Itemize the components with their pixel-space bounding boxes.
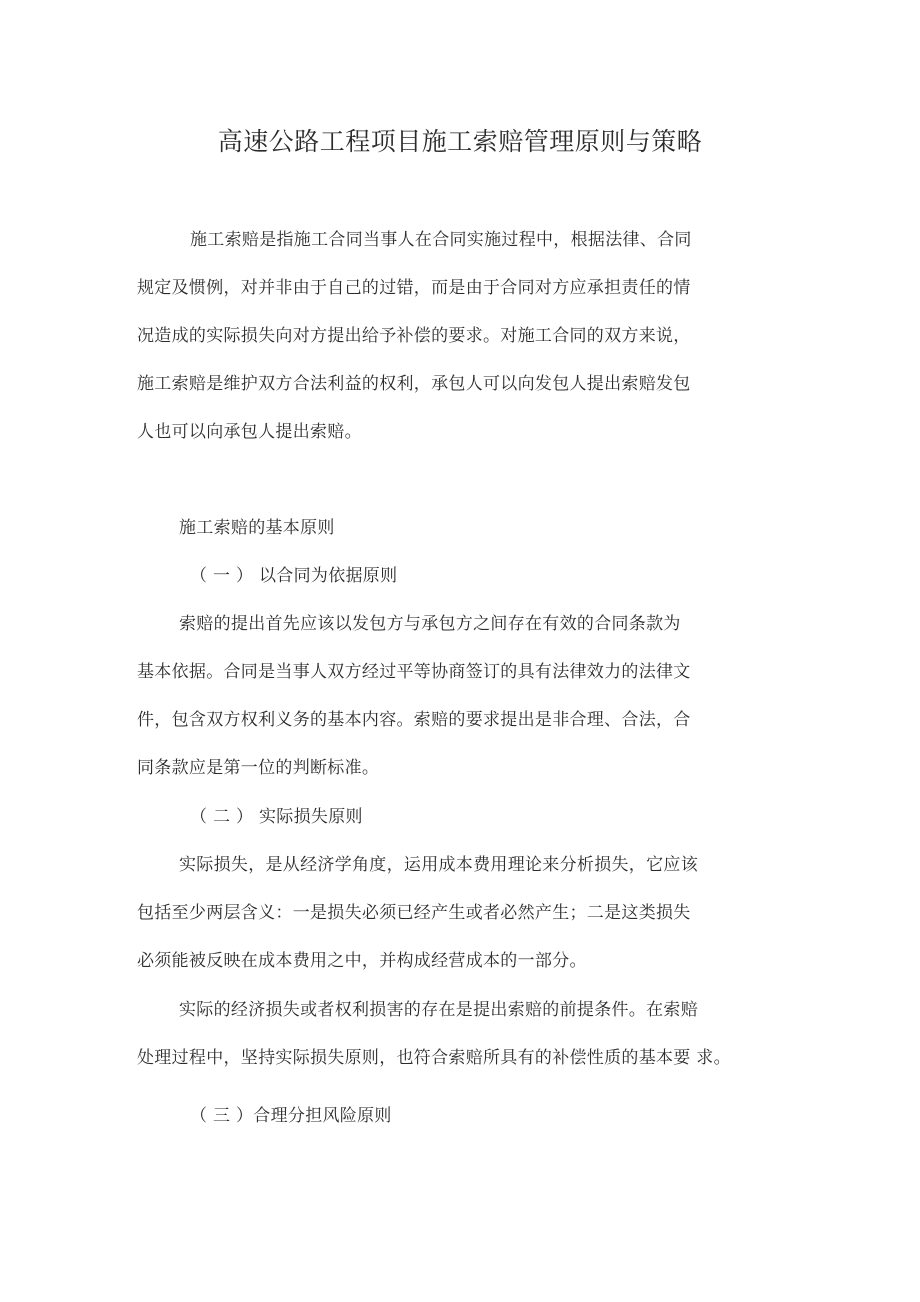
principle-2-line: 实际的经济损失或者权利损害的存在是提出索赔的前提条件。在索赔 <box>179 1000 698 1020</box>
principle-1-line: 同条款应是第一位的判断标准。 <box>137 758 380 778</box>
intro-line: 施工索赔是维护双方合法利益的权利，承包人可以向发包人提出索赔发包 <box>137 374 691 394</box>
principle-1-line: 件，包含双方权利义务的基本内容。索赔的要求提出是非合理、合法，合 <box>137 710 691 730</box>
principle-1-line: 基本依据。合同是当事人双方经过平等协商签订的具有法律效力的法律文 <box>137 662 691 682</box>
section-heading: 施工索赔的基本原则 <box>179 518 335 538</box>
principle-2-heading: （ 二 ） 实际损失原则 <box>190 807 363 827</box>
document-title: 高速公路工程项目施工索赔管理原则与策略 <box>217 127 703 156</box>
principle-3-heading: （ 三 ）合理分担风险原则 <box>190 1106 392 1126</box>
principle-2-line: 必须能被反映在成本费用之中，并构成经营成本的一部分。 <box>137 951 587 971</box>
intro-line: 施工索赔是指施工合同当事人在合同实施过程中，根据法律、合同 <box>190 230 692 250</box>
principle-2-line: 实际损失，是从经济学角度，运用成本费用理论来分析损失，它应该 <box>179 855 698 875</box>
principle-2-line: 包括至少两层含义：一是损失必须已经产生或者必然产生；二是这类损失 <box>137 903 691 923</box>
principle-1-line: 索赔的提出首先应该以发包方与承包方之间存在有效的合同条款为 <box>179 614 681 634</box>
intro-line: 规定及惯例，对并非由于自己的过错，而是由于合同对方应承担责任的情 <box>137 278 691 298</box>
intro-line: 人也可以向承包人提出索赔。 <box>137 422 362 442</box>
principle-2-line: 处理过程中，坚持实际损失原则，也符合索赔所具有的补偿性质的基本要 求。 <box>137 1048 731 1068</box>
principle-1-heading: （ 一 ） 以合同为依据原则 <box>190 566 398 586</box>
intro-line: 况造成的实际损失向对方提出给予补偿的要求。对施工合同的双方来说， <box>137 326 691 346</box>
